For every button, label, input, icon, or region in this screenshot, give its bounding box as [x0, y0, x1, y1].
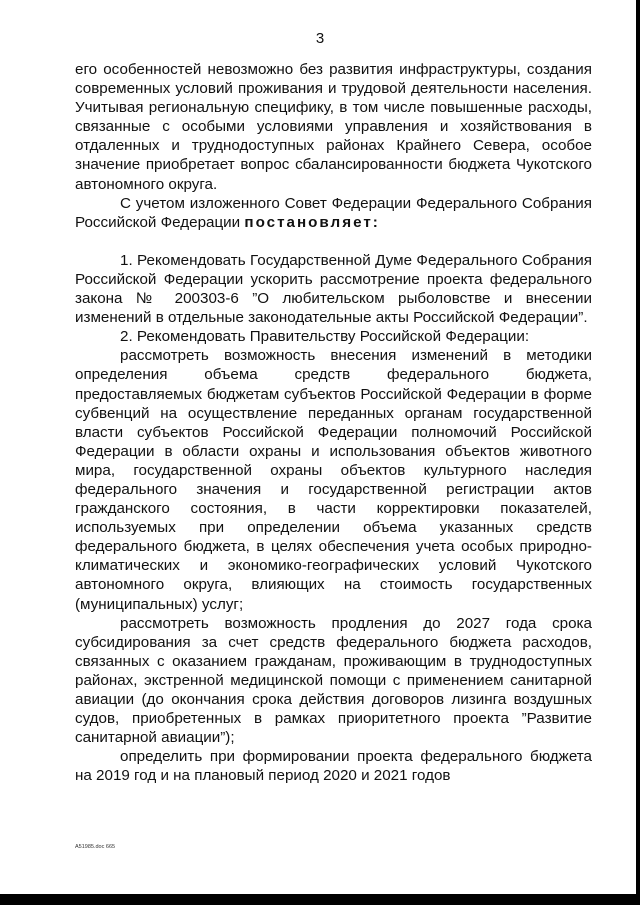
paragraph-sanitary-aviation: рассмотреть возможность продления до 2027 года срока субсидирования за счет средств федерального бюджета расходов, связанных с оказанием гражданам, проживающим в труднодоступных районах, экстренной медицинской помощи с применением санитарной авиации (до окончания срока действия договоров лизинга воздушных судов, приобретенных в рамках приоритетного проекта ”Развитие санитарной авиации”);: [75, 614, 592, 747]
scan-border-bottom: [0, 894, 640, 905]
paragraph-1: его особенностей невозможно без развития инфраструктуры, создания современных условий проживания и трудовой деятельности населения. Учитывая региональную специфику, в том числе повышенные расходы, связанные с особыми условиями управления и хозяйствования в отдаленных и труднодоступных районах Крайнего Севера, особое значение приобретает вопрос сбалансированности бюджета Чукотского автономного округа.: [75, 61, 592, 193]
paragraph-budget: определить при формировании проекта федерального бюджета на 2019 год и на плановый период 2020 и 2021 годов: [75, 748, 592, 785]
paragraph-2-text: С учетом изложенного Совет Федерации Федерального Собрания Российской Федерации: [75, 194, 592, 231]
paragraph-2: [75, 194, 592, 232]
scan-border-right: [636, 0, 640, 905]
paragraph-item-1: 1. Рекомендовать Государственной Думе Федерального Собрания Российской Федерации ускорить рассмотрение проекта федерального закона № 200303-6 ”О любительском рыболовстве и внесении изменений в отдельные законодательные акты Российской Федерации”.: [75, 251, 592, 327]
resolution-keyword: постановляет:: [244, 213, 380, 231]
footer-doc-id: А51985.doc 665: [75, 844, 116, 850]
paragraph-item-2: 2. Рекомендовать Правительству Российской Федерации:: [120, 328, 530, 346]
document-body: [75, 60, 592, 785]
paragraph-methodology: рассмотреть возможность внесения изменений в методики определения объема средств федерального бюджета, предоставляемых бюджетам субъектов Российской Федерации в форме субвенций на осуществление переданных органам государственной власти субъектов Российской Федерации полномочий Российской Федерации в области охраны и использования объектов животного мира, государственной охраны объектов культурного наследия федерального значения и государственной регистрации актов гражданского состояния, в части корректировки показателей, используемых при определении объема указанных средств федерального бюджета, в целях обеспечения учета особых природно-климатических и экономико-географических условий Чукотского автономного округа, влияющих на стоимость государственных (муниципальных) услуг;: [75, 347, 592, 613]
page-number: 3: [315, 30, 325, 47]
